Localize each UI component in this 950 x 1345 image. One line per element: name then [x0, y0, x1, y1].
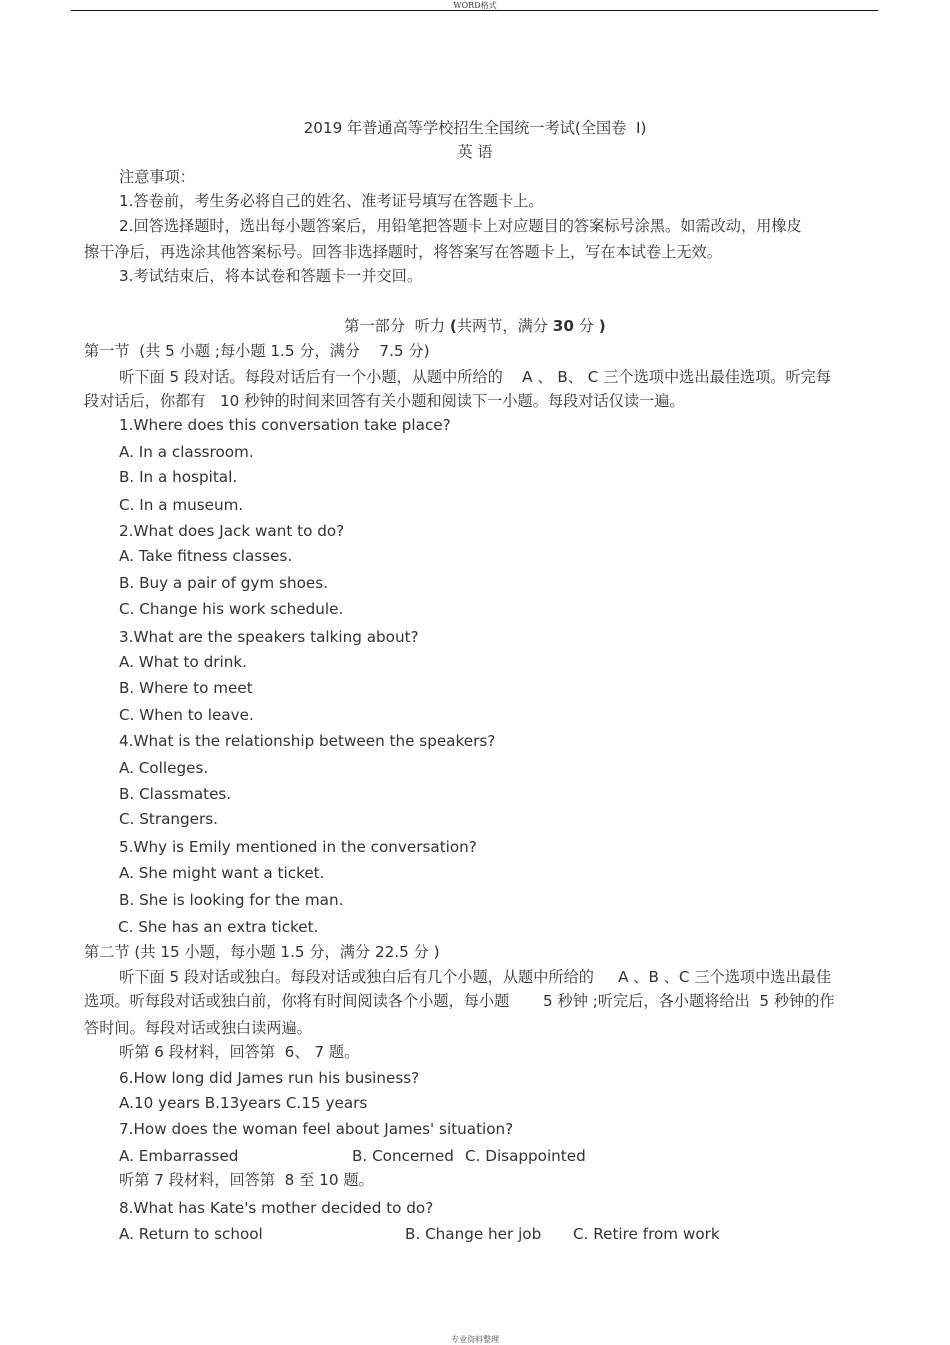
part1-heading-prefix: 第一部分 听力 — [344, 317, 450, 335]
question-3: 3.What are the speakers talking about? — [119, 628, 419, 646]
question-4-option-b: B. Classmates. — [119, 785, 232, 803]
question-6: 6.How long did James run his business? — [119, 1069, 420, 1087]
question-7-option-c: C. Disappointed — [465, 1147, 586, 1165]
question-6-options: A.10 years B.13years C.15 years — [119, 1094, 368, 1112]
part1-heading — [0, 316, 950, 336]
question-1-option-a: A. In a classroom. — [119, 443, 254, 461]
notice-heading: 注意事项： — [119, 168, 195, 186]
question-2-option-b: B. Buy a pair of gym shoes. — [119, 574, 328, 592]
question-1: 1.Where does this conversation take place? — [119, 416, 451, 434]
question-2-option-a: A. Take fitness classes. — [119, 547, 293, 565]
question-4-option-a: A. Colleges. — [119, 759, 209, 777]
header-divider — [71, 10, 878, 11]
question-5: 5.Why is Emily mentioned in the conversation? — [119, 838, 477, 856]
section2-heading: 第二节 (共 15 小题，每小题 1.5 分，满分 22.5 分 ) — [84, 943, 440, 961]
question-3-option-b: B. Where to meet — [119, 679, 253, 697]
question-3-option-a: A. What to drink. — [119, 653, 247, 671]
section1-heading: 第一节 (共 5 小题 ;每小题 1.5 分，满分 7.5 分) — [84, 342, 430, 360]
question-5-option-c: C. She has an extra ticket. — [118, 918, 319, 936]
exam-title: 2019 年普通高等学校招生全国统一考试(全国卷 I) — [303, 119, 647, 137]
question-8-option-c: C. Retire from work — [573, 1225, 720, 1243]
question-5-option-a: A. She might want a ticket. — [119, 864, 325, 882]
question-8-option-a: A. Return to school — [119, 1225, 263, 1243]
section1-instructions: 听下面 5 段对话。每段对话后有一个小题，从题中所给的 A 、 B、 C 三个选项中选出最佳选项。听完每 — [119, 368, 832, 386]
section2-instructions-cont-2: 答时间。每段对话或独白读两遍。 — [84, 1019, 312, 1037]
question-5-option-b: B. She is looking for the man. — [119, 891, 344, 909]
question-7-option-a: A. Embarrassed — [119, 1147, 239, 1165]
question-3-option-c: C. When to leave. — [119, 706, 254, 724]
question-8-option-b: B. Change her job — [405, 1225, 542, 1243]
notice-item-2-cont: 擦干净后，再选涂其他答案标号。回答非选择题时，将答案写在答题卡上，写在本试卷上无效。 — [84, 243, 722, 261]
part1-heading-suffix: 分 — [573, 317, 599, 335]
part1-heading-paren-close: ) — [598, 317, 606, 335]
question-1-option-b: B. In a hospital. — [119, 468, 238, 486]
question-4: 4.What is the relationship between the speakers? — [119, 732, 496, 750]
question-2-option-c: C. Change his work schedule. — [119, 600, 344, 618]
page-footer: 专业资料整理 — [451, 1335, 499, 1344]
subject-title: 英 语 — [457, 143, 493, 161]
section2-instructions: 听下面 5 段对话或独白。每段对话或独白后有几个小题，从题中所给的 A 、B 、C 三个选项中选出最佳 — [119, 968, 832, 986]
notice-item-1: 1.答卷前，考生务必将自己的姓名、准考证号填写在答题卡上。 — [119, 192, 544, 210]
notice-item-2: 2.回答选择题时，选出每小题答案后，用铅笔把答题卡上对应题目的答案标号涂黑。如需改动，用橡皮 — [119, 217, 802, 235]
question-8: 8.What has Kate's mother decided to do? — [119, 1199, 434, 1217]
material-7-note: 听第 7 段材料，回答第 8 至 10 题。 — [119, 1171, 374, 1189]
part1-heading-score: 30 — [552, 317, 574, 335]
page-header: WORD格式 — [453, 1, 497, 10]
section2-instructions-cont-1: 选项。听每段对话或独白前，你将有时间阅读各个小题，每小题 5 秒钟 ;听完后，各小题将给出 5 秒钟的作 — [84, 992, 835, 1010]
question-1-option-c: C. In a museum. — [119, 496, 244, 514]
question-7-option-b: B. Concerned — [352, 1147, 454, 1165]
notice-item-3: 3.考试结束后，将本试卷和答题卡一并交回。 — [119, 267, 423, 285]
material-6-note: 听第 6 段材料，回答第 6、 7 题。 — [119, 1043, 360, 1061]
question-7: 7.How does the woman feel about James' situation? — [119, 1120, 514, 1138]
question-2: 2.What does Jack want to do? — [119, 522, 345, 540]
part1-heading-paren-open: ( — [449, 317, 457, 335]
part1-heading-mid: 共两节，满分 — [456, 317, 553, 335]
question-4-option-c: C. Strangers. — [119, 810, 219, 828]
section1-instructions-cont: 段对话后，你都有 10 秒钟的时间来回答有关小题和阅读下一小题。每段对话仅读一遍。 — [84, 392, 685, 410]
